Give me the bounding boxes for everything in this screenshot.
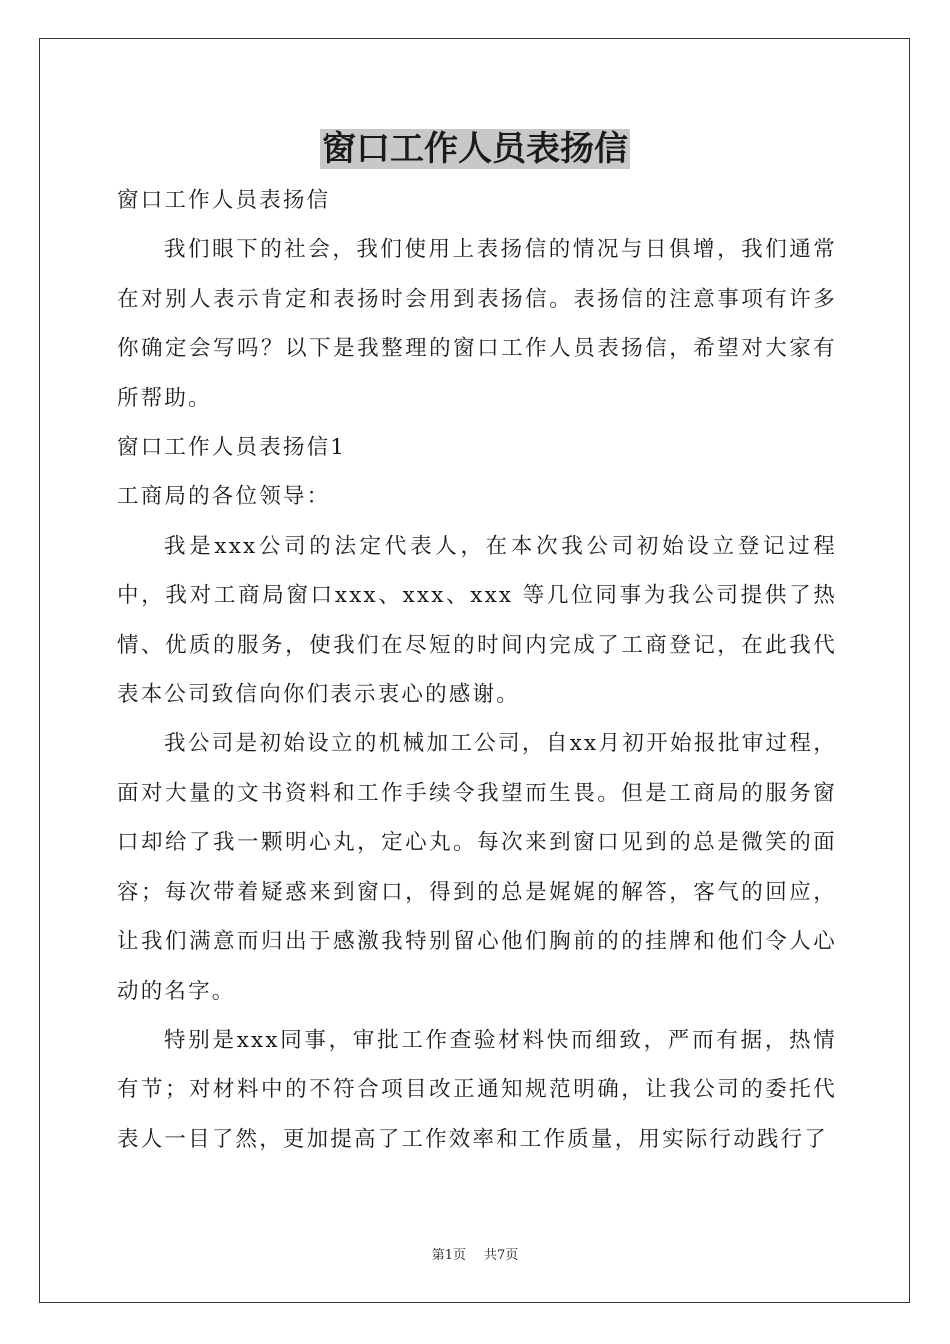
- paragraph-intro: 我们眼下的社会，我们使用上表扬信的情况与日俱增，我们通常在对别人表示肯定和表扬时会用到表扬信。表扬信的注意事项有许多你确定会写吗？以下是我整理的窗口工作人员表扬信，希望对大家有所帮助。: [117, 237, 837, 411]
- document-title-text: 窗口工作人员表扬信: [322, 129, 628, 169]
- paragraph-heading: 窗口工作人员表扬信: [117, 188, 331, 213]
- page-total: 共7页: [484, 1248, 519, 1263]
- paragraph-body-3: 特别是xxx同事，审批工作查验材料快而细致，严而有据，热情有节；对材料中的不符合项目改正通知规范明确，让我公司的委托代表人一目了然，更加提高了工作效率和工作质量，用实际行动践行了: [117, 1027, 837, 1152]
- paragraph-body-1: 我是xxx公司的法定代表人，在本次我公司初始设立登记过程中，我对工商局窗口xxx、xxx、xxx 等几位同事为我公司提供了热情、优质的服务，使我们在尽短的时间内完成了工商登记，在此我代表本公司致信向你们表示衷心的感谢。: [117, 533, 837, 708]
- page-number: 第1页: [431, 1248, 466, 1263]
- page-footer: [0, 1247, 950, 1265]
- paragraph-body-2: 我公司是初始设立的机械加工公司，自xx月初开始报批审过程，面对大量的文书资料和工作手续令我望而生畏。但是工商局的服务窗口却给了我一颗明心丸，定心丸。每次来到窗口见到的总是微笑的面容；每次带着疑惑来到窗口，得到的总是娓娓的解答，客气的回应，让我们满意而归出于感激我特别留心他们胸前的的挂牌和他们令人心动的名字。: [117, 731, 837, 1004]
- document-title: [0, 127, 950, 171]
- paragraph-salutation: 工商局的各位领导：: [117, 484, 331, 510]
- paragraph-letter-title: 窗口工作人员表扬信1: [117, 435, 347, 461]
- document-body: [117, 176, 837, 1164]
